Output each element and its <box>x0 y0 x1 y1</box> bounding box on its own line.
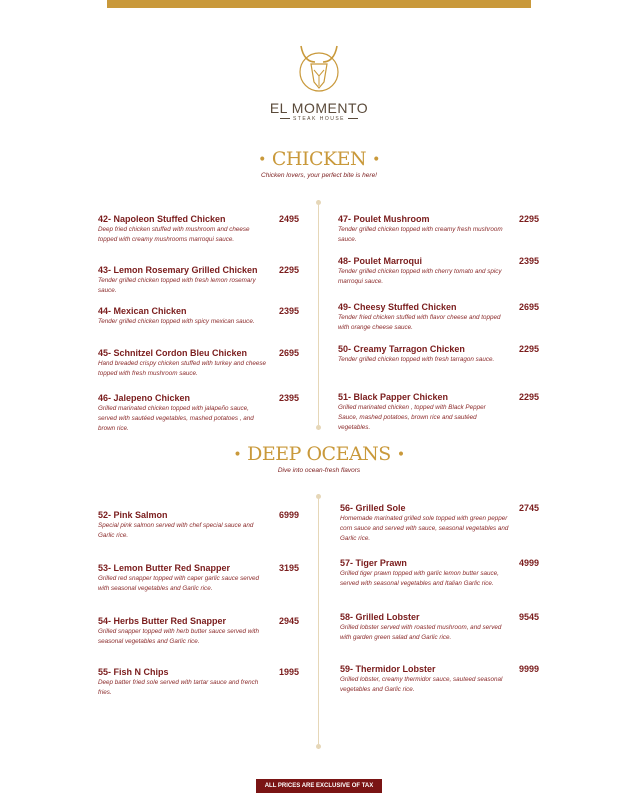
menu-item-description: Grilled lobster served with roasted mushroom, and served with garden green salad and Garlic rice. <box>340 624 502 641</box>
section-subtitle-chicken: Chicken lovers, your perfect bite is here! <box>261 172 377 179</box>
menu-item-price: 2295 <box>519 214 540 224</box>
menu-item-name: 53- Lemon Butter Red Snapper <box>98 563 231 573</box>
menu-item-description: Deep fried chicken stuffed with mushroom and cheese topped with creamy mushrooms marroqui sauce. <box>98 226 250 243</box>
menu-item <box>98 393 302 434</box>
menu-item-description: Tender grilled chicken topped with cherry tomato and spicy marroqui sauce. <box>338 268 502 285</box>
menu-item <box>98 510 302 541</box>
menu-item <box>98 563 302 594</box>
menu-item-price: 4999 <box>519 558 540 568</box>
menu-item <box>98 348 302 379</box>
menu-item-description: Homemade marinated grilled sole topped with green pepper corn sauce and served with sauce, seasonal vegetables and Garlic rice. <box>340 515 509 542</box>
menu-item <box>338 214 542 245</box>
menu-item-price: 1995 <box>279 667 300 677</box>
column-divider <box>318 494 319 749</box>
menu-item-name: 54- Herbs Butter Red Snapper <box>98 616 227 626</box>
menu-item <box>98 306 302 327</box>
menu-item-price: 3195 <box>279 563 300 573</box>
menu-item-price: 2295 <box>279 265 300 275</box>
menu-item-description: Grilled marinated chicken topped with jalapeño sauce, served with sautéed vegetables, mashed potatoes , and brown rice. <box>98 405 254 432</box>
menu-item-description: Tender fried chicken stuffed with flavor cheese and topped with orange cheese sauce. <box>338 314 501 331</box>
menu-item-price: 2295 <box>519 392 540 402</box>
menu-item <box>98 616 302 647</box>
top-accent-bar <box>107 0 531 8</box>
section-title-deep-oceans: • DEEP OCEANS • <box>233 443 405 465</box>
menu-item <box>338 344 542 365</box>
menu-item-name: 58- Grilled Lobster <box>340 612 420 622</box>
menu-item-name: 48- Poulet Marroqui <box>338 256 423 266</box>
menu-item-price: 2945 <box>279 616 300 626</box>
menu-item-description: Tender grilled chicken topped with fresh tarragon sauce. <box>338 356 495 363</box>
menu-item-description: Grilled marinated chicken , topped with Black Pepper Sauce, mashed potatoes, brown rice and sautéed vegetables. <box>338 404 486 431</box>
menu-item <box>98 667 302 698</box>
menu-item-name: 45- Schnitzel Cordon Bleu Chicken <box>98 348 248 358</box>
menu-item-price: 2695 <box>519 302 540 312</box>
menu-item-name: 52- Pink Salmon <box>98 510 168 520</box>
menu-item-description: Tender grilled chicken topped with fresh lemon rosemary sauce. <box>98 277 256 294</box>
menu-item <box>340 664 540 695</box>
tax-note: ALL PRICES ARE EXCLUSIVE OF TAX <box>256 779 382 793</box>
menu-item <box>338 392 542 433</box>
column-divider <box>318 200 319 430</box>
menu-item-description: Deep batter fried sole served with tartar sauce and french fries. <box>98 679 259 696</box>
menu-item-description: Grilled tiger prawn topped with garlic lemon butter sauce, served with seasonal vegetables and Italian Garlic rice. <box>340 570 499 587</box>
menu-item-price: 2745 <box>519 503 540 513</box>
menu-item-name: 59- Thermidor Lobster <box>340 664 436 674</box>
menu-item-description: Grilled red snapper topped with caper garlic sauce served with seasonal vegetables and Garlic rice. <box>98 575 260 592</box>
menu-item <box>98 265 302 296</box>
menu-item-description: Special pink salmon served with chef special sauce and Garlic rice. <box>98 522 254 539</box>
menu-item-name: 46- Jalepeno Chicken <box>98 393 191 403</box>
menu-item <box>340 612 540 643</box>
menu-item-price: 2395 <box>279 306 300 316</box>
menu-item-description: Tender grilled chicken topped with creamy fresh mushroom sauce. <box>338 226 503 243</box>
menu-item <box>338 256 542 287</box>
brand-name: EL MOMENTO <box>269 100 369 116</box>
menu-item <box>340 503 540 544</box>
menu-item-price: 9999 <box>519 664 540 674</box>
menu-item-name: 50- Creamy Tarragon Chicken <box>338 344 465 354</box>
menu-item <box>98 214 302 245</box>
menu-item-price: 6999 <box>279 510 300 520</box>
menu-item-name: 55- Fish N Chips <box>98 667 169 677</box>
menu-item-description: Hand breaded crispy chicken stuffed with turkey and cheese topped with fresh mushroom sauce. <box>98 360 267 377</box>
menu-item <box>338 302 542 333</box>
section-subtitle-deep-oceans: Dive into ocean-fresh flavors <box>277 467 361 474</box>
menu-item-name: 44- Mexican Chicken <box>98 306 187 316</box>
menu-item-name: 42- Napoleon Stuffed Chicken <box>98 214 226 224</box>
menu-item-name: 51- Black Papper Chicken <box>338 392 449 402</box>
brand-tagline: STEAK HOUSE <box>0 116 638 122</box>
menu-item-name: 49- Cheesy Stuffed Chicken <box>338 302 457 312</box>
menu-item-name: 43- Lemon Rosemary Grilled Chicken <box>98 265 258 275</box>
menu-item <box>340 558 540 589</box>
menu-item-price: 2395 <box>519 256 540 266</box>
menu-item-description: Tender grilled chicken topped with spicy mexican sauce. <box>98 318 255 325</box>
bull-logo-icon <box>289 40 349 96</box>
menu-item-price: 2495 <box>279 214 300 224</box>
menu-item-price: 2695 <box>279 348 300 358</box>
menu-item-price: 9545 <box>519 612 540 622</box>
menu-item-name: 47- Poulet Mushroom <box>338 214 430 224</box>
menu-item-price: 2395 <box>279 393 300 403</box>
section-title-chicken: • CHICKEN • <box>258 148 380 170</box>
menu-item-description: Grilled lobster, creamy thermidor sauce, sauteed seasonal vegetables and Garlic rice. <box>340 676 503 693</box>
menu-item-price: 2295 <box>519 344 540 354</box>
menu-item-name: 56- Grilled Sole <box>340 503 406 513</box>
menu-item-name: 57- Tiger Prawn <box>340 558 407 568</box>
menu-item-description: Grilled snapper topped with herb butter sauce served with seasonal vegetables and Garlic rice. <box>98 628 260 645</box>
